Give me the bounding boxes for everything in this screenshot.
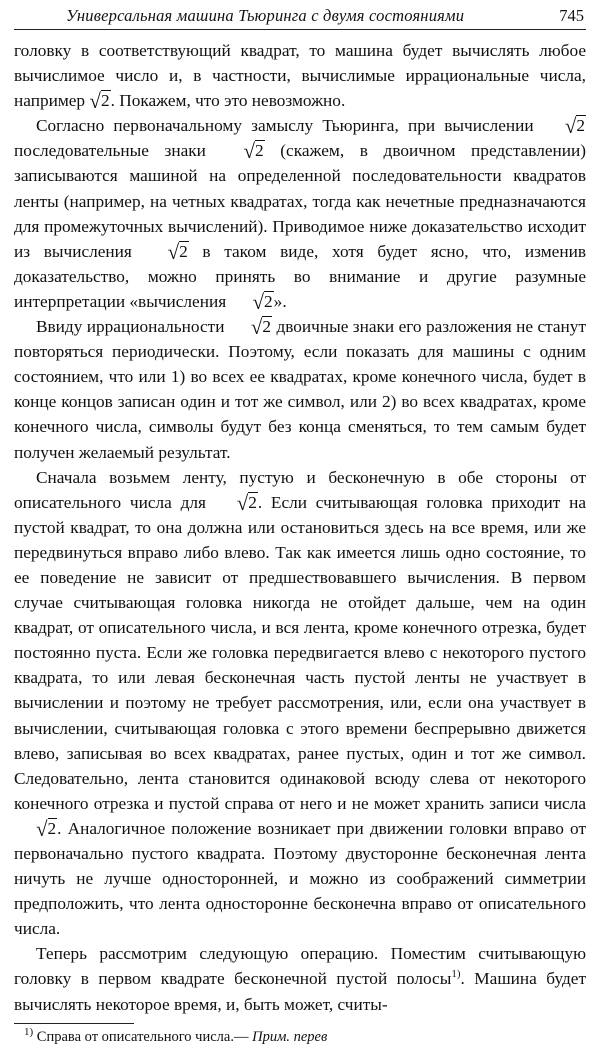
sqrt2-argument: 2 (255, 141, 264, 161)
paragraph-1 (14, 38, 586, 113)
sqrt2-argument: 2 (248, 492, 257, 512)
running-header (14, 6, 586, 30)
footnote-ref: 1) (451, 968, 461, 981)
sqrt2-argument: 2 (100, 91, 110, 111)
footnote-marker: 1) (24, 1025, 34, 1038)
body-text (14, 38, 586, 1017)
footnote-note: Прим. перев (252, 1028, 328, 1045)
text-run: Теперь рассмотрим следующую операцию. Поместим считывающую головку в первом квадрате бесконечной пустой полосы (14, 944, 586, 989)
sqrt2-formula: √2 (167, 239, 188, 264)
paragraph-4 (14, 465, 586, 942)
text-run: ». (273, 291, 287, 311)
sqrt2-formula: √2 (36, 816, 57, 841)
page (14, 6, 586, 1047)
sqrt2-formula: √2 (236, 490, 257, 515)
text-run: Сначала возьмем ленту, пустую и бесконечную в обе стороны от описательного числа для (14, 467, 586, 512)
sqrt2-formula: √2 (250, 315, 272, 340)
page-number: 745 (559, 6, 584, 25)
running-title: Универсальная машина Тьюринга с двумя состояниями (66, 6, 465, 25)
sqrt2-argument: 2 (262, 317, 272, 337)
sqrt2-formula: √2 (243, 139, 264, 164)
footnote-rule (14, 1023, 134, 1024)
sqrt2-formula: √2 (564, 114, 585, 139)
paragraph-2 (14, 113, 586, 314)
paragraph-5 (14, 941, 586, 1016)
text-run: . Если считывающая головка приходит на пустой квадрат, то она должна или остановиться здесь на все время, или же передвинуться вправо либо влево. Так как имеется лишь одно состояние, то ее поведение не зависит от предшествовавшего вычисления. В первом случае считывающая головка никогда не отойдет дальше, чем на один квадрат, от описательного числа, и вся лента, кроме конечного отрезка, будет постоянно пуста. Если же головка передвигается влево с некоторого пустого квадрата, то или левая бесконечная часть пустой ленты не участвует в вычислении и поэтому не требует рассмотрения, или, если она участвует в вычислении, считывающая головка с этого времени беспрерывно движется влево, записывая во всех квадратах, ранее пустых, один и тот же символ. Следовательно, лента становится одинаковой всюду слева от некоторого конечного отрезка и пустой справа от него и не может хранить записи числа (14, 492, 586, 813)
sqrt2-argument: 2 (264, 291, 273, 311)
text-run: . Покажем, что это невозможно. (110, 91, 346, 111)
sqrt2-formula: √2 (89, 89, 110, 114)
text-run: головку в соответствующий квадрат, то машина будет вычислять любое вычислимое число и, в частности, вычислимые иррациональные числа, например (14, 41, 586, 111)
sqrt2-argument: 2 (47, 818, 57, 838)
sqrt2-argument: 2 (576, 116, 585, 136)
text-run: . Аналогичное положение возникает при движении головки вправо от первоначально пустого квадрата. Поэтому двусторонне бесконечная лента ничуть не лучше односторонней, и можно из соображений симметрии предположить, что лента односторонне бесконечна вправо от описательного числа. (14, 818, 586, 939)
footnote-text: Справа от описательного числа.— (33, 1028, 253, 1045)
text-run: (скажем, в двоичном представлении) записываются машиной на определенной последовательности квадратов ленты (например, на четных квадратах, тогда как нечетные предназначаются для промежуточных вычислений). Приводимое ниже доказательство исходит из вычисления (14, 141, 587, 261)
text-run: Ввиду иррациональности (36, 317, 229, 337)
text-run: Согласно первоначальному замыслу Тьюринга, при вычислении (36, 116, 543, 136)
footnote (14, 1025, 586, 1047)
paragraph-3 (14, 314, 586, 465)
sqrt2-argument: 2 (179, 241, 188, 261)
text-run: двоичные знаки его разложения не станут повторяться периодически. Поэтому, если показать для машины с одним состоянием, что или 1) во всех ее квадратах, кроме конечного числа, будет в конце концов записан один и тот же символ, или 2) во всех квадратах, кроме конечного числа, символы будут без конца сменяться, то тем самым будет получен желаемый результат. (14, 317, 586, 462)
sqrt2-formula: √2 (252, 289, 273, 314)
text-run: . Машина будет вычислять некоторое время, и, быть может, считы- (14, 969, 587, 1014)
text-run: последовательные знаки (14, 141, 222, 161)
text-run: в таком виде, хотя будет ясно, что, изменив доказательство, можно принять во внимание и другие разумные интерпретации «вычисления (14, 241, 586, 311)
